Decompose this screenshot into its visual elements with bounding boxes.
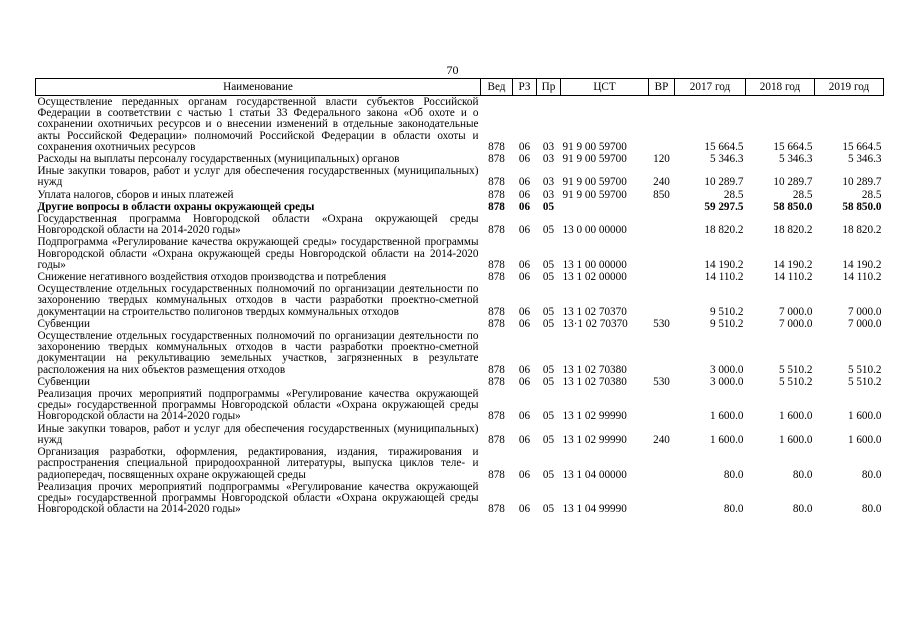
- cell-name: Уплата налогов, сборов и иных платежей: [37, 188, 234, 201]
- cell-ved: 878: [488, 188, 505, 201]
- cell-cst: 13 1 02 70380: [562, 363, 627, 376]
- cell-pr: 05: [542, 200, 555, 213]
- cell-vr: [649, 201, 675, 213]
- cell-cst: 91 9 00 59700: [562, 176, 627, 189]
- cell-vr: [649, 213, 675, 236]
- cell-pr: 05: [542, 410, 555, 423]
- cell-name: Иные закупки товаров, работ и услуг для обеспечения государственных (муниципальных) нужд: [37, 165, 479, 189]
- cell-2018: 1 600.0: [778, 410, 813, 423]
- cell-2017: 9 510.2: [709, 305, 744, 318]
- table-row: [36, 283, 884, 318]
- cell-name: Реализация прочих мероприятий подпрограммы «Регулирование качества окружающей среды» государственной программы Новгородской области «Охрана окружающей среды Новгородской области на 2014-2020 годы»: [37, 388, 479, 423]
- table-header: [36, 79, 884, 96]
- table-row: [36, 236, 884, 271]
- cell-2019: 5 510.2: [847, 375, 882, 388]
- cell-ved: 878: [488, 258, 505, 271]
- cell-2017: 5 346.3: [709, 153, 744, 166]
- cell-ved: 878: [488, 153, 505, 166]
- table-row: [36, 423, 884, 446]
- cell-ved: 878: [488, 176, 505, 189]
- cell-pr: 05: [542, 271, 555, 284]
- table-body: [36, 96, 884, 516]
- cell-2019: 10 289.7: [842, 176, 882, 189]
- cell-name: Государственная программа Новгородской области «Охрана окружающей среды Новгородской области на 2014-2020 годы»: [37, 213, 479, 237]
- table-row: [36, 201, 884, 213]
- cell-cst: 13 1 02 99990: [562, 410, 627, 423]
- cell-2019: 1 600.0: [847, 433, 882, 446]
- cell-2019: 80.0: [861, 503, 882, 516]
- cell-name: Другие вопросы в области охраны окружающей среды: [37, 200, 315, 213]
- cell-ved: 878: [488, 363, 505, 376]
- cell-rz: 06: [518, 153, 531, 166]
- header-vr: ВР: [649, 79, 675, 96]
- cell-2018: 14 190.2: [773, 258, 813, 271]
- cell-ved: 878: [488, 468, 505, 481]
- cell-name: Организация разработки, оформления, редактирования, издания, тиражирования и распространения специальной природоохранной литературы, выпуска циклов теле- и радиопередач, посвященных охране окружающей среды: [37, 446, 479, 481]
- table-row: [36, 330, 884, 376]
- cell-2017: 9 510.2: [709, 317, 744, 330]
- cell-pr: 03: [542, 176, 555, 189]
- cell-2018: 80.0: [792, 503, 813, 516]
- header-2019: 2019 год: [815, 79, 884, 96]
- table-row: [36, 318, 884, 330]
- table-row: [36, 96, 884, 154]
- cell-rz: 06: [518, 317, 531, 330]
- table-row: [36, 388, 884, 423]
- cell-cst: 91 9 00 59700: [562, 140, 627, 153]
- cell-rz: 06: [518, 363, 531, 376]
- cell-vr: [649, 330, 675, 376]
- cell-pr: 05: [542, 503, 555, 516]
- cell-2017: 80.0: [723, 468, 744, 481]
- cell-vr: 240: [653, 176, 670, 189]
- cell-2019: 14 190.2: [842, 258, 882, 271]
- cell-cst: 91 9 00 59700: [562, 188, 627, 201]
- cell-vr: 530: [653, 317, 670, 330]
- cell-2017: 14 110.2: [704, 271, 744, 284]
- cell-2017: 18 820.2: [704, 224, 744, 237]
- header-rz: РЗ: [513, 79, 537, 96]
- cell-rz: 06: [518, 433, 531, 446]
- cell-cst: 13 0 00 00000: [562, 224, 627, 237]
- cell-cst: 13 1 04 00000: [562, 468, 627, 481]
- cell-cst: 13 1 04 99990: [562, 503, 627, 516]
- header-row: [36, 79, 884, 96]
- cell-vr: 240: [653, 433, 670, 446]
- header-cst: ЦСТ: [561, 79, 649, 96]
- cell-pr: 05: [542, 258, 555, 271]
- cell-2017: 59 297.5: [704, 200, 744, 213]
- cell-vr: [649, 283, 675, 318]
- cell-2019: 7 000.0: [847, 317, 882, 330]
- cell-2017: 28.5: [723, 188, 744, 201]
- cell-name: Субвенции: [37, 317, 90, 330]
- cell-2017: 10 289.7: [704, 176, 744, 189]
- cell-ved: 878: [488, 410, 505, 423]
- cell-pr: 03: [542, 153, 555, 166]
- cell-rz: 06: [518, 224, 531, 237]
- cell-rz: 06: [518, 410, 531, 423]
- header-ved: Вед: [481, 79, 513, 96]
- cell-vr: 530: [653, 375, 670, 388]
- cell-name: Осуществление отдельных государственных полномочий по организации деятельности по захоронению твердых коммунальных отходов в части разработки проектно-сметной документации на строительство полигонов твердых коммунальных отходов: [37, 283, 479, 318]
- cell-2019: 7 000.0: [847, 305, 882, 318]
- cell-rz: 06: [518, 503, 531, 516]
- cell-vr: [649, 236, 675, 271]
- cell-rz: 06: [518, 468, 531, 481]
- cell-name: Реализация прочих мероприятий подпрограммы «Регулирование качества окружающей среды» государственной программы Новгородской области «Охрана окружающей среды Новгородской области на 2014-2020 годы»: [37, 480, 479, 516]
- cell-pr: 05: [542, 468, 555, 481]
- cell-rz: 06: [518, 200, 531, 213]
- cell-2017: 15 664.5: [704, 140, 744, 153]
- cell-pr: 05: [542, 363, 555, 376]
- cell-2019: 5 346.3: [847, 153, 882, 166]
- cell-rz: 06: [518, 258, 531, 271]
- cell-2019: 15 664.5: [842, 140, 882, 153]
- table-row: [36, 481, 884, 516]
- cell-name: Иные закупки товаров, работ и услуг для обеспечения государственных (муниципальных) нужд: [37, 422, 479, 446]
- cell-2017: 3 000.0: [709, 363, 744, 376]
- cell-rz: 06: [518, 176, 531, 189]
- header-2018: 2018 год: [746, 79, 815, 96]
- cell-cst: 13 1 02 99990: [562, 433, 627, 446]
- cell-cst: [561, 201, 649, 213]
- cell-ved: 878: [488, 271, 505, 284]
- cell-rz: 06: [518, 188, 531, 201]
- cell-2018: 5 510.2: [778, 363, 813, 376]
- page-number: 70: [446, 63, 459, 77]
- cell-2017: 3 000.0: [709, 375, 744, 388]
- cell-ved: 878: [488, 317, 505, 330]
- cell-2019: 18 820.2: [842, 224, 882, 237]
- cell-2018: 18 820.2: [773, 224, 813, 237]
- cell-2018: 7 000.0: [778, 305, 813, 318]
- cell-2017: 1 600.0: [709, 410, 744, 423]
- cell-cst: 13 1 02 70380: [562, 375, 627, 388]
- cell-vr: [649, 388, 675, 423]
- header-2017: 2017 год: [675, 79, 746, 96]
- table-row: [36, 376, 884, 388]
- cell-pr: 05: [542, 317, 555, 330]
- cell-2019: 14 110.2: [842, 271, 882, 284]
- cell-2019: 58 850.0: [842, 200, 882, 213]
- cell-pr: 05: [542, 224, 555, 237]
- cell-2019: 5 510.2: [847, 363, 882, 376]
- cell-pr: 05: [542, 433, 555, 446]
- cell-vr: 850: [653, 188, 670, 201]
- cell-cst: 13 1 02 00000: [562, 271, 627, 284]
- header-pr: Пр: [537, 79, 561, 96]
- table-row: [36, 446, 884, 481]
- cell-2017: 1 600.0: [709, 433, 744, 446]
- cell-name: Расходы на выплаты персоналу государственных (муниципальных) органов: [37, 153, 400, 166]
- table-row: [36, 271, 884, 283]
- cell-ved: 878: [488, 375, 505, 388]
- table-row: [36, 153, 884, 165]
- table-row: [36, 189, 884, 201]
- cell-2017: 14 190.2: [704, 258, 744, 271]
- cell-2018: 28.5: [792, 188, 813, 201]
- cell-cst: 13 1 02 70370: [562, 305, 627, 318]
- cell-pr: 03: [542, 140, 555, 153]
- cell-2019: 28.5: [861, 188, 882, 201]
- cell-2018: 15 664.5: [773, 140, 813, 153]
- cell-2018: 10 289.7: [773, 176, 813, 189]
- cell-2018: 14 110.2: [773, 271, 813, 284]
- table-row: [36, 213, 884, 236]
- cell-2018: 80.0: [792, 468, 813, 481]
- cell-2018: 7 000.0: [778, 317, 813, 330]
- cell-name: Снижение негативного воздействия отходов производства и потребления: [37, 271, 387, 284]
- cell-2018: 5 510.2: [778, 375, 813, 388]
- cell-cst: 91 9 00 59700: [562, 153, 627, 166]
- cell-rz: 06: [518, 140, 531, 153]
- cell-2018: 1 600.0: [778, 433, 813, 446]
- cell-pr: 03: [542, 188, 555, 201]
- cell-name: Осуществление отдельных государственных полномочий по организации деятельности по захоронению твердых коммунальных отходов в части разработки проектно-сметной документации на рекультивацию земельных участков, загрязненных в результате расположения на них объектов размещения отходов: [37, 330, 479, 376]
- cell-rz: 06: [518, 375, 531, 388]
- cell-cst: 13·1 02 70370: [562, 317, 628, 330]
- cell-ved: 878: [488, 200, 505, 213]
- cell-ved: 878: [488, 224, 505, 237]
- cell-pr: 05: [542, 375, 555, 388]
- cell-vr: [649, 271, 675, 283]
- cell-vr: [649, 96, 675, 154]
- cell-pr: 05: [542, 305, 555, 318]
- cell-cst: 13 1 00 00000: [562, 258, 627, 271]
- cell-ved: 878: [488, 433, 505, 446]
- cell-vr: [649, 481, 675, 516]
- cell-rz: 06: [518, 305, 531, 318]
- cell-rz: 06: [518, 271, 531, 284]
- cell-2018: 5 346.3: [778, 153, 813, 166]
- cell-ved: 878: [488, 305, 505, 318]
- cell-name: Субвенции: [37, 375, 90, 388]
- cell-2017: 80.0: [723, 503, 744, 516]
- cell-2019: 1 600.0: [847, 410, 882, 423]
- budget-table: [35, 78, 884, 515]
- table-row: [36, 165, 884, 188]
- cell-ved: 878: [488, 140, 505, 153]
- cell-name: Осуществление переданных органам государственной власти субъектов Российской Федерации в соответствии с частью 1 статьи 33 Федерального закона «Об охоте и о сохранении охотничьих ресурсов и о внесении изменений в отдельные законодательные акты Российской Федерации» полномочий Российской Федерации в области охоты и сохранения охотничьих ресурсов: [37, 96, 479, 153]
- cell-2018: 58 850.0: [773, 200, 813, 213]
- cell-vr: [649, 446, 675, 481]
- cell-vr: 120: [653, 153, 670, 166]
- header-name: Наименование: [36, 79, 481, 96]
- cell-ved: 878: [488, 503, 505, 516]
- cell-name: Подпрограмма «Регулирование качества окружающей среды» государственной программы Новгородской области «Охрана окружающей среды Новгородской области на 2014-2020 годы»: [37, 236, 479, 271]
- cell-2019: 80.0: [861, 468, 882, 481]
